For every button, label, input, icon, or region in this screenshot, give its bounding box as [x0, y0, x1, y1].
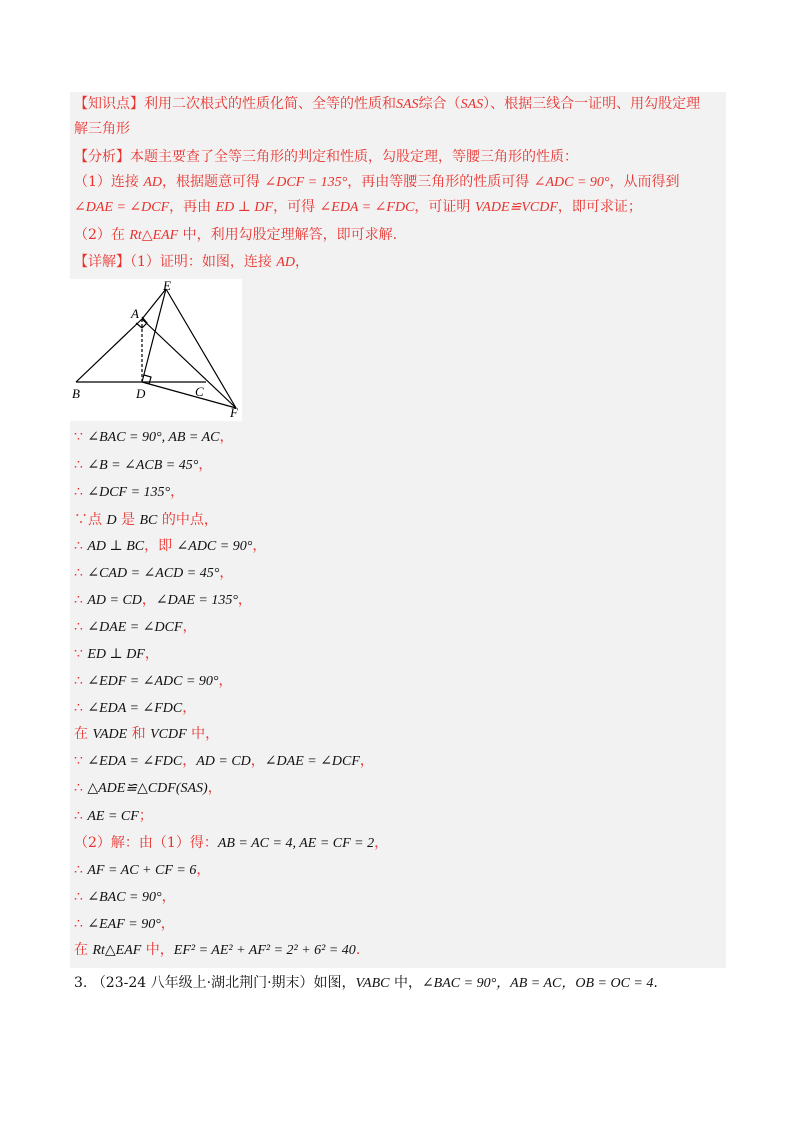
math-expression: ∠BAC = 90° [87, 890, 162, 905]
math-expression: ∠EAF = 90° [87, 917, 161, 932]
line-text: （2）在 [74, 227, 130, 243]
line-text: ∴ [74, 565, 88, 581]
line-text: ， [374, 835, 389, 851]
line-text: ，从而得到 [609, 174, 680, 190]
solution-line [74, 860, 210, 881]
solution-line [74, 671, 233, 692]
solution-line [74, 455, 212, 476]
math-expression: ∠DAE = 135° [155, 593, 238, 608]
math-expression: ∠EDA = ∠FDC [87, 701, 183, 716]
line-text: 和 [127, 726, 151, 742]
math-expression: D [106, 513, 117, 528]
line-text: ∴ [74, 780, 88, 796]
math-expression: AD [276, 255, 296, 270]
line-text: ∴ [74, 916, 88, 932]
solution-line [74, 644, 159, 665]
line-text: ，可得 [273, 199, 320, 215]
line-text: ∵ [74, 753, 88, 769]
line-text: ， [219, 429, 234, 445]
line-text: ∴ [74, 673, 88, 689]
solution-line [74, 914, 175, 935]
line-text: 中， [186, 726, 220, 742]
line-text: 【知识点】利用二次根式的性质化简、全等的性质和 [74, 96, 396, 112]
math-expression: ∠DCF = 135° [87, 485, 171, 500]
solution-line [74, 617, 196, 638]
math-expression: ∠ADC = 90° [533, 175, 610, 190]
line-text: ， [219, 565, 234, 581]
math-expression: VCDF [150, 727, 187, 742]
math-expression: ED ⊥ DF [87, 647, 145, 662]
math-expression: ED ⊥ DF [215, 200, 274, 215]
math-expression: ∠EDA = ∠FDC [87, 754, 183, 769]
math-expression: SAS [460, 97, 484, 112]
line-text: ，根据题意可得 [162, 174, 265, 190]
solution-line [74, 197, 642, 218]
math-expression: ∠DAE = ∠DCF [264, 754, 360, 769]
math-expression: VADE≌VCDF [474, 200, 558, 215]
segment-ab [76, 319, 142, 382]
line-text: ， [170, 484, 185, 500]
math-expression: △ADE≌△CDF(SAS) [87, 781, 208, 796]
line-text: ，即 [144, 538, 177, 554]
math-expression: AD [143, 175, 163, 190]
line-text: ， [160, 916, 175, 932]
line-text: ， [252, 538, 267, 554]
solution-line [74, 940, 360, 961]
line-text: ， [295, 254, 310, 270]
line-text: ，可证明 [414, 199, 475, 215]
line-text: 中，利用勾股定理解答，即可求解. [178, 227, 398, 243]
line-text: ∴ [74, 619, 88, 635]
line-text: 在 [74, 726, 93, 742]
line-text: ∴ [74, 484, 88, 500]
solution-line [74, 833, 388, 854]
question-3 [74, 973, 658, 994]
solution-line [74, 94, 700, 115]
line-text: ∵ [74, 646, 88, 662]
solution-line [74, 806, 153, 827]
question-number: 3. [74, 975, 88, 991]
solution-line [74, 887, 176, 908]
solution-line [74, 724, 219, 745]
solution-line [74, 482, 184, 503]
math-expression: ∠EDA = ∠FDC [319, 200, 415, 215]
math-expression: Rt△EAF [129, 228, 179, 243]
line-text: ， [182, 700, 197, 716]
math-expression: BC [139, 513, 158, 528]
math-expression: ∠DAE = ∠DCF [74, 200, 170, 215]
math-expression: EF² = AE² + AF² = 2² + 6² = 40 [173, 943, 356, 958]
solution-line [74, 252, 309, 273]
line-text: ， [161, 889, 176, 905]
line-text: 综合（ [418, 96, 461, 112]
line-text: ， [182, 753, 197, 769]
line-text: ， [141, 592, 156, 608]
solution-line [74, 119, 130, 139]
line-text: . [355, 942, 361, 958]
math-expression: ∠DAE = ∠DCF [87, 620, 183, 635]
line-text: ， [218, 673, 233, 689]
solution-line [74, 698, 196, 719]
question-end: . [653, 975, 658, 991]
line-text: ， [182, 619, 197, 635]
question-mid: 中， [389, 975, 422, 991]
label-e: E [163, 279, 171, 293]
line-text: ， [207, 780, 222, 796]
solution-line [74, 751, 374, 772]
math-expression: AB = AC = 4, AE = CF = 2 [217, 836, 375, 851]
line-text: 的中点， [157, 512, 218, 528]
line-text: ∴ [74, 592, 88, 608]
solution-line [74, 172, 680, 193]
line-text: 【详解】（1）证明：如图，连接 [74, 254, 277, 270]
label-d: D [136, 386, 146, 401]
line-text: ； [138, 808, 153, 824]
line-text: ， [144, 646, 159, 662]
line-text: ， [250, 753, 265, 769]
math-expression: ∠CAD = ∠ACD = 45° [87, 566, 220, 581]
line-text: ，即可求证； [557, 199, 642, 215]
math-expression: SAS [396, 97, 419, 112]
solution-line [74, 778, 222, 799]
geometry-figure [70, 279, 242, 421]
line-text: ， [196, 862, 211, 878]
line-text: ∵ [74, 429, 88, 445]
question-condition: ∠BAC = 90°，AB = AC，OB = OC = 4 [421, 976, 654, 991]
line-text: ）、根据三线合一证明、用勾股定理 [483, 96, 701, 112]
line-text: 是 [116, 512, 140, 528]
question-triangle: VABC [355, 976, 390, 991]
math-expression: AD ⊥ BC [87, 539, 145, 554]
solution-line [74, 563, 233, 584]
math-expression: AE = CF [87, 809, 139, 824]
label-f: F [230, 405, 238, 420]
label-a: A [131, 306, 139, 321]
line-text: 中， [141, 942, 174, 958]
solution-line [74, 225, 397, 246]
line-text: ∴ [74, 538, 88, 554]
line-text: 解三角形 [74, 121, 130, 137]
math-expression: AD = CD [196, 754, 251, 769]
math-expression: ∠B = ∠ACB = 45° [87, 458, 199, 473]
line-text: ， [237, 592, 252, 608]
line-text: ， [359, 753, 374, 769]
solution-line [74, 427, 234, 448]
math-expression: ∠ADC = 90° [176, 539, 253, 554]
line-text: ∴ [74, 808, 88, 824]
line-text: ， [198, 457, 213, 473]
math-expression: AF = AC + CF = 6 [87, 863, 197, 878]
question-text: （23-24 八年级上·湖北荆门·期末）如图， [91, 975, 356, 991]
solution-line [74, 510, 218, 531]
solution-line [74, 536, 266, 557]
line-text: ∴ [74, 862, 88, 878]
line-text: 在 [74, 942, 93, 958]
line-text: ∴ [74, 700, 88, 716]
solution-line [74, 147, 578, 167]
segment-ed [142, 289, 166, 382]
label-b: B [72, 386, 80, 401]
solution-line [74, 590, 252, 611]
math-expression: VADE [92, 727, 128, 742]
line-text: （1）连接 [74, 174, 144, 190]
line-text: ∴ [74, 457, 88, 473]
line-text: 【分析】本题主要查了全等三角形的判定和性质，勾股定理，等腰三角形的性质： [74, 149, 578, 165]
triangle-diagram [70, 279, 242, 421]
line-text: ∴ [74, 889, 88, 905]
line-text: ，再由等腰三角形的性质可得 [347, 174, 534, 190]
line-text: ∵点 [74, 512, 107, 528]
math-expression: ∠BAC = 90°, AB = AC [87, 430, 220, 445]
line-text: （2）解：由（1）得： [74, 835, 218, 851]
label-c: C [195, 384, 204, 399]
math-expression: Rt△EAF [92, 943, 142, 958]
math-expression: AD = CD [87, 593, 142, 608]
math-expression: ∠EDF = ∠ADC = 90° [87, 674, 219, 689]
line-text: ，再由 [169, 199, 216, 215]
math-expression: ∠DCF = 135° [264, 175, 348, 190]
